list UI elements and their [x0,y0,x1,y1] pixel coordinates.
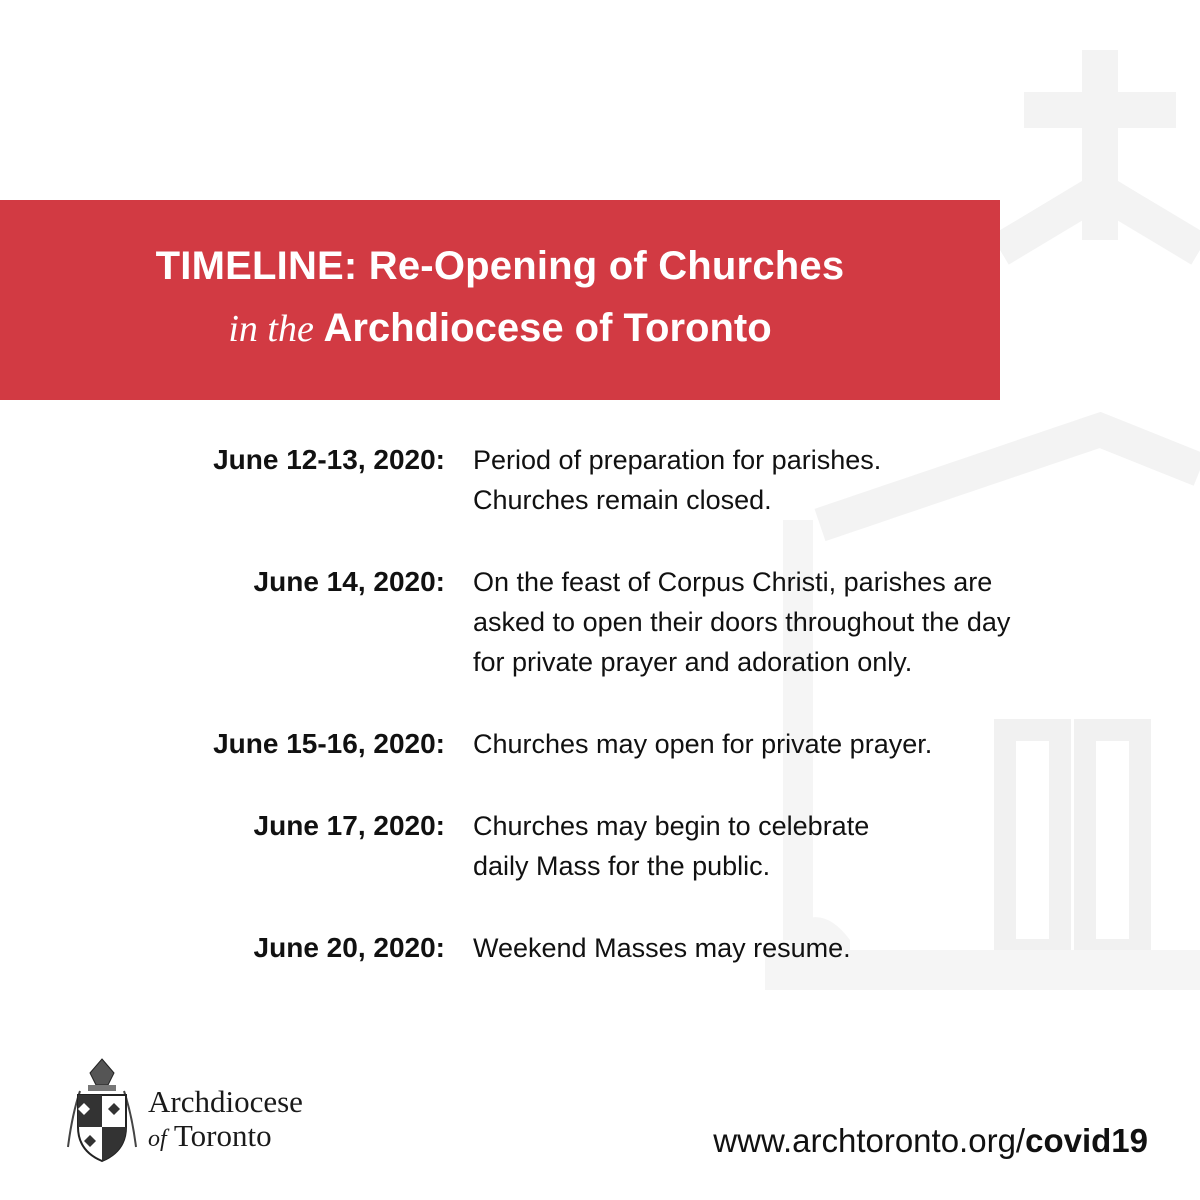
timeline-date: June 12-13, 2020: [213,444,445,475]
timeline-description-line: daily Mass for the public. [473,851,771,881]
timeline-description-line: Weekend Masses may resume. [473,933,851,963]
logo-of: of [148,1126,167,1152]
coat-of-arms-icon [62,1055,142,1165]
timeline-description [473,806,1113,886]
logo-toronto: Toronto [173,1118,272,1153]
timeline-description-line: for private prayer and adoration only. [473,647,913,677]
page-subtitle [0,306,1000,351]
timeline-description [473,562,1113,682]
timeline-description [473,928,1113,968]
timeline-description-line: Churches remain closed. [473,485,772,515]
timeline-description [473,440,1113,520]
archdiocese-logo [62,1055,362,1165]
logo-line1: Archdiocese [148,1084,303,1119]
timeline-description-line: On the feast of Corpus Christi, parishes are [473,567,993,597]
logo-text [148,1085,303,1156]
timeline-description-line: Period of preparation for parishes. [473,445,882,475]
timeline-description [473,724,1113,764]
page-title: TIMELINE: Re-Opening of Churches [155,244,845,288]
title-banner [0,200,1000,400]
timeline-date: June 15-16, 2020: [213,728,445,759]
logo-line2 [148,1119,303,1156]
subtitle-prefix: in the [228,308,314,350]
timeline-date: June 14, 2020: [253,566,445,597]
timeline-description-line: Churches may begin to celebrate [473,811,870,841]
subtitle-main: Archdiocese of Toronto [323,306,772,350]
website-link[interactable] [713,1122,1148,1160]
timeline-description-line: asked to open their doors throughout the day [473,607,1011,637]
timeline-date: June 17, 2020: [253,810,445,841]
timeline-description-line: Churches may open for private prayer. [473,729,933,759]
timeline-date: June 20, 2020: [253,932,445,963]
website-bold: covid19 [1025,1122,1148,1159]
website-prefix: www.archtoronto.org/ [713,1122,1026,1159]
